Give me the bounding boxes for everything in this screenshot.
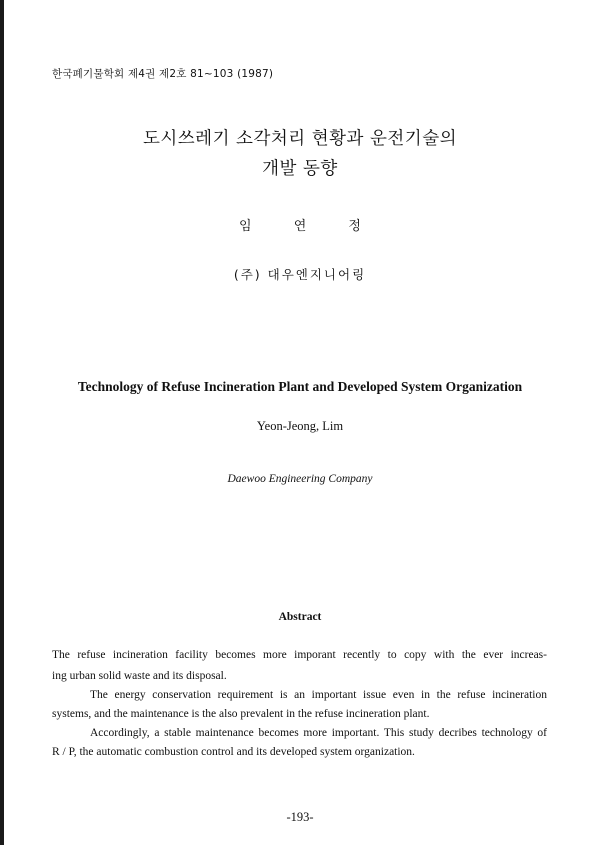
page-number: -193- <box>286 810 314 824</box>
abstract-line: R / P, the automatic combustion control and its developed system organization. <box>52 746 415 758</box>
korean-title-line-2: 개발 동향 <box>262 159 338 179</box>
korean-title-line-1: 도시쓰레기 소각처리 현황과 운전기술의 <box>142 129 458 149</box>
korean-affiliation: (주) 대우엔지니어링 <box>233 267 367 282</box>
english-title: Technology of Refuse Incineration Plant and Developed System Organization <box>77 379 523 394</box>
abstract-heading: Abstract <box>278 611 322 623</box>
korean-author: 임 연 정 <box>239 219 361 234</box>
abstract-line: The energy conservation requirement is an important issue even in the refuse incineration <box>90 689 547 701</box>
english-affiliation: Daewoo Engineering Company <box>227 473 373 485</box>
abstract-line: systems, and the maintenance is the also prevalent in the refuse incineration plant. <box>52 708 430 720</box>
journal-reference: 한국폐기물학회 제4권 제2호 81~103 (1987) <box>52 68 274 80</box>
abstract-line: The refuse incineration facility becomes more imporant recently to copy with the ever increas- <box>52 649 547 661</box>
abstract-line: Accordingly, a stable maintenance becomes more important. This study decribes technology of <box>90 727 547 739</box>
abstract-line: ing urban solid waste and its disposal. <box>52 670 227 682</box>
english-author: Yeon-Jeong, Lim <box>256 419 344 433</box>
